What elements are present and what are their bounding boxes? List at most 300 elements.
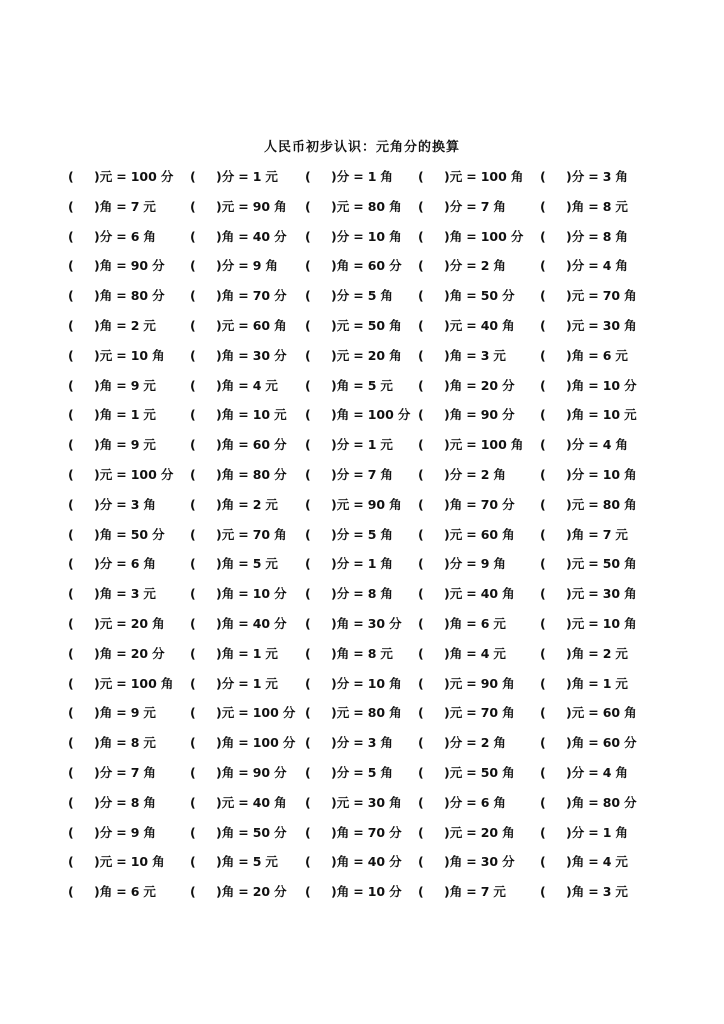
answer-blank-close: ) bbox=[216, 586, 222, 602]
answer-blank-open[interactable]: ( bbox=[68, 675, 74, 691]
given-amount: 9 bbox=[130, 437, 140, 453]
exercise-item bbox=[190, 377, 278, 395]
unknown-unit: 分 bbox=[449, 556, 463, 572]
given-amount: 2 bbox=[480, 735, 490, 751]
given-unit: 元 bbox=[615, 526, 628, 542]
given-amount: 70 bbox=[480, 705, 499, 721]
answer-blank-open[interactable]: ( bbox=[190, 556, 196, 572]
unknown-unit: 角 bbox=[336, 824, 350, 840]
given-unit: 角 bbox=[380, 764, 393, 780]
answer-blank-open[interactable]: ( bbox=[540, 794, 546, 810]
equals-sign: = bbox=[116, 288, 127, 304]
answer-blank-open[interactable]: ( bbox=[418, 317, 424, 333]
given-unit: 分 bbox=[389, 854, 402, 870]
answer-blank-open[interactable]: ( bbox=[190, 407, 196, 423]
answer-blank-open[interactable]: ( bbox=[418, 854, 424, 870]
answer-blank-open[interactable]: ( bbox=[68, 884, 74, 900]
equals-sign: = bbox=[466, 794, 477, 810]
answer-blank-open[interactable]: ( bbox=[418, 675, 424, 691]
exercise-item bbox=[68, 853, 165, 871]
unknown-unit: 角 bbox=[221, 347, 235, 363]
answer-blank-open[interactable]: ( bbox=[305, 317, 311, 333]
answer-blank-open[interactable]: ( bbox=[305, 675, 311, 691]
answer-blank-close: ) bbox=[331, 854, 337, 870]
answer-blank-open[interactable]: ( bbox=[68, 228, 74, 244]
equals-sign: = bbox=[238, 615, 249, 631]
answer-blank-open[interactable]: ( bbox=[68, 466, 74, 482]
exercise-item bbox=[540, 585, 637, 603]
exercise-row bbox=[0, 494, 724, 524]
answer-blank-open[interactable]: ( bbox=[68, 526, 74, 542]
unknown-unit: 角 bbox=[449, 288, 463, 304]
answer-blank-open[interactable]: ( bbox=[540, 198, 546, 214]
answer-blank-open[interactable]: ( bbox=[540, 377, 546, 393]
unknown-unit: 元 bbox=[449, 526, 463, 542]
answer-blank-close: ) bbox=[94, 586, 100, 602]
equals-sign: = bbox=[353, 258, 364, 274]
answer-blank-open[interactable]: ( bbox=[540, 675, 546, 691]
answer-blank-open[interactable]: ( bbox=[418, 228, 424, 244]
answer-blank-open[interactable]: ( bbox=[418, 407, 424, 423]
given-amount: 7 bbox=[367, 466, 377, 482]
answer-blank-open[interactable]: ( bbox=[540, 347, 546, 363]
given-unit: 分 bbox=[152, 288, 165, 304]
given-amount: 10 bbox=[130, 854, 149, 870]
exercise-item bbox=[190, 615, 287, 633]
answer-blank-open[interactable]: ( bbox=[418, 735, 424, 751]
answer-blank-open[interactable]: ( bbox=[418, 615, 424, 631]
answer-blank-close: ) bbox=[216, 615, 222, 631]
exercise-item bbox=[190, 317, 287, 335]
equals-sign: = bbox=[353, 288, 364, 304]
answer-blank-open[interactable]: ( bbox=[540, 884, 546, 900]
unknown-unit: 角 bbox=[571, 377, 585, 393]
answer-blank-open[interactable]: ( bbox=[418, 198, 424, 214]
answer-blank-open[interactable]: ( bbox=[190, 437, 196, 453]
answer-blank-open[interactable]: ( bbox=[418, 288, 424, 304]
answer-blank-open[interactable]: ( bbox=[418, 884, 424, 900]
answer-blank-open[interactable]: ( bbox=[418, 347, 424, 363]
unknown-unit: 元 bbox=[336, 496, 350, 512]
answer-blank-open[interactable]: ( bbox=[305, 258, 311, 274]
answer-blank-open[interactable]: ( bbox=[68, 407, 74, 423]
unknown-unit: 角 bbox=[221, 377, 235, 393]
given-unit: 角 bbox=[493, 198, 506, 214]
exercise-item bbox=[190, 406, 287, 424]
exercise-item bbox=[418, 764, 515, 782]
given-unit: 分 bbox=[502, 288, 515, 304]
answer-blank-open[interactable]: ( bbox=[305, 645, 311, 661]
answer-blank-open[interactable]: ( bbox=[68, 615, 74, 631]
answer-blank-open[interactable]: ( bbox=[540, 317, 546, 333]
answer-blank-open[interactable]: ( bbox=[68, 347, 74, 363]
answer-blank-open[interactable]: ( bbox=[540, 169, 546, 184]
answer-blank-open[interactable]: ( bbox=[190, 198, 196, 214]
answer-blank-open[interactable]: ( bbox=[418, 258, 424, 274]
answer-blank-close: ) bbox=[566, 258, 572, 274]
answer-blank-open[interactable]: ( bbox=[68, 198, 74, 214]
answer-blank-close: ) bbox=[94, 556, 100, 572]
answer-blank-close: ) bbox=[566, 496, 572, 512]
given-amount: 4 bbox=[602, 854, 612, 870]
given-amount: 90 bbox=[252, 198, 271, 214]
answer-blank-open[interactable]: ( bbox=[68, 824, 74, 840]
answer-blank-open[interactable]: ( bbox=[540, 466, 546, 482]
answer-blank-open[interactable]: ( bbox=[305, 556, 311, 572]
given-amount: 1 bbox=[252, 645, 262, 661]
given-amount: 40 bbox=[480, 586, 499, 602]
answer-blank-open[interactable]: ( bbox=[418, 586, 424, 602]
answer-blank-open[interactable]: ( bbox=[68, 764, 74, 780]
answer-blank-open[interactable]: ( bbox=[305, 437, 311, 453]
unknown-unit: 元 bbox=[571, 496, 585, 512]
answer-blank-open[interactable]: ( bbox=[418, 437, 424, 453]
answer-blank-close: ) bbox=[94, 407, 100, 423]
answer-blank-close: ) bbox=[331, 675, 337, 691]
equals-sign: = bbox=[588, 675, 599, 691]
answer-blank-open[interactable]: ( bbox=[305, 615, 311, 631]
exercise-item bbox=[418, 198, 506, 216]
equals-sign: = bbox=[466, 496, 477, 512]
answer-blank-open[interactable]: ( bbox=[418, 169, 424, 184]
equals-sign: = bbox=[116, 735, 127, 751]
given-amount: 6 bbox=[480, 794, 490, 810]
unknown-unit: 元 bbox=[99, 169, 113, 184]
answer-blank-close: ) bbox=[331, 645, 337, 661]
answer-blank-open[interactable]: ( bbox=[190, 526, 196, 542]
given-amount: 3 bbox=[130, 496, 140, 512]
answer-blank-open[interactable]: ( bbox=[68, 496, 74, 512]
given-amount: 9 bbox=[480, 556, 490, 572]
equals-sign: = bbox=[353, 884, 364, 900]
answer-blank-open[interactable]: ( bbox=[190, 258, 196, 274]
answer-blank-open[interactable]: ( bbox=[418, 556, 424, 572]
unknown-unit: 分 bbox=[449, 258, 463, 274]
given-amount: 10 bbox=[602, 377, 621, 393]
answer-blank-close: ) bbox=[331, 198, 337, 214]
given-amount: 6 bbox=[602, 347, 612, 363]
answer-blank-open[interactable]: ( bbox=[68, 705, 74, 721]
answer-blank-open[interactable]: ( bbox=[418, 824, 424, 840]
answer-blank-open[interactable]: ( bbox=[540, 258, 546, 274]
exercise-item bbox=[540, 794, 637, 812]
unknown-unit: 元 bbox=[571, 556, 585, 572]
given-unit: 元 bbox=[493, 884, 506, 900]
exercise-item bbox=[418, 377, 515, 395]
answer-blank-close: ) bbox=[444, 645, 450, 661]
answer-blank-open[interactable]: ( bbox=[190, 854, 196, 870]
answer-blank-close: ) bbox=[216, 794, 222, 810]
answer-blank-close: ) bbox=[444, 377, 450, 393]
equals-sign: = bbox=[353, 675, 364, 691]
exercise-item bbox=[305, 347, 402, 365]
answer-blank-open[interactable]: ( bbox=[540, 288, 546, 304]
unknown-unit: 分 bbox=[99, 556, 113, 572]
given-amount: 10 bbox=[367, 675, 386, 691]
equals-sign: = bbox=[116, 317, 127, 333]
exercise-item bbox=[305, 257, 402, 275]
exercise-item bbox=[305, 228, 402, 246]
given-unit: 角 bbox=[389, 347, 402, 363]
answer-blank-open[interactable]: ( bbox=[190, 615, 196, 631]
answer-blank-open[interactable]: ( bbox=[305, 496, 311, 512]
answer-blank-open[interactable]: ( bbox=[190, 645, 196, 661]
given-amount: 1 bbox=[252, 675, 262, 691]
answer-blank-open[interactable]: ( bbox=[305, 764, 311, 780]
answer-blank-open[interactable]: ( bbox=[305, 169, 311, 184]
exercise-item bbox=[305, 526, 393, 544]
given-unit: 角 bbox=[380, 169, 393, 184]
given-unit: 元 bbox=[143, 377, 156, 393]
answer-blank-open[interactable]: ( bbox=[68, 258, 74, 274]
answer-blank-open[interactable]: ( bbox=[68, 794, 74, 810]
answer-blank-open[interactable]: ( bbox=[418, 526, 424, 542]
answer-blank-open[interactable]: ( bbox=[190, 705, 196, 721]
given-unit: 元 bbox=[615, 854, 628, 870]
given-unit: 分 bbox=[282, 735, 296, 751]
answer-blank-open[interactable]: ( bbox=[305, 288, 311, 304]
exercise-item bbox=[305, 436, 393, 454]
equals-sign: = bbox=[466, 169, 477, 184]
answer-blank-open[interactable]: ( bbox=[540, 645, 546, 661]
given-unit: 分 bbox=[274, 228, 287, 244]
given-amount: 3 bbox=[480, 347, 490, 363]
exercise-item bbox=[540, 496, 637, 514]
exercise-item bbox=[418, 228, 523, 246]
answer-blank-open[interactable]: ( bbox=[68, 437, 74, 453]
given-unit: 角 bbox=[274, 317, 287, 333]
unknown-unit: 角 bbox=[571, 794, 585, 810]
answer-blank-open[interactable]: ( bbox=[305, 198, 311, 214]
answer-blank-open[interactable]: ( bbox=[190, 496, 196, 512]
equals-sign: = bbox=[238, 764, 249, 780]
equals-sign: = bbox=[238, 198, 249, 214]
answer-blank-open[interactable]: ( bbox=[68, 854, 74, 870]
unknown-unit: 角 bbox=[449, 228, 463, 244]
answer-blank-open[interactable]: ( bbox=[68, 645, 74, 661]
equals-sign: = bbox=[238, 258, 249, 274]
unknown-unit: 元 bbox=[449, 317, 463, 333]
answer-blank-open[interactable]: ( bbox=[540, 586, 546, 602]
unknown-unit: 分 bbox=[336, 556, 350, 572]
unknown-unit: 元 bbox=[99, 466, 113, 482]
answer-blank-open[interactable]: ( bbox=[305, 228, 311, 244]
unknown-unit: 分 bbox=[221, 675, 235, 691]
answer-blank-open[interactable]: ( bbox=[190, 824, 196, 840]
answer-blank-open[interactable]: ( bbox=[190, 317, 196, 333]
exercise-item bbox=[190, 853, 278, 871]
answer-blank-open[interactable]: ( bbox=[418, 466, 424, 482]
given-amount: 80 bbox=[367, 198, 386, 214]
answer-blank-close: ) bbox=[566, 615, 572, 631]
given-unit: 角 bbox=[502, 824, 515, 840]
given-unit: 元 bbox=[493, 615, 506, 631]
answer-blank-open[interactable]: ( bbox=[418, 645, 424, 661]
answer-blank-open[interactable]: ( bbox=[305, 526, 311, 542]
given-amount: 10 bbox=[602, 407, 621, 423]
answer-blank-open[interactable]: ( bbox=[540, 705, 546, 721]
answer-blank-open[interactable]: ( bbox=[190, 228, 196, 244]
answer-blank-open[interactable]: ( bbox=[418, 377, 424, 393]
answer-blank-close: ) bbox=[94, 675, 100, 691]
unknown-unit: 分 bbox=[336, 735, 350, 751]
answer-blank-open[interactable]: ( bbox=[305, 854, 311, 870]
answer-blank-open[interactable]: ( bbox=[190, 377, 196, 393]
answer-blank-open[interactable]: ( bbox=[305, 705, 311, 721]
answer-blank-close: ) bbox=[566, 526, 572, 542]
answer-blank-open[interactable]: ( bbox=[190, 288, 196, 304]
answer-blank-close: ) bbox=[331, 496, 337, 512]
equals-sign: = bbox=[588, 884, 599, 900]
equals-sign: = bbox=[116, 854, 127, 870]
answer-blank-open[interactable]: ( bbox=[68, 288, 74, 304]
answer-blank-open[interactable]: ( bbox=[68, 169, 74, 184]
exercise-item bbox=[68, 436, 156, 454]
exercise-item bbox=[540, 168, 628, 186]
answer-blank-open[interactable]: ( bbox=[305, 407, 311, 423]
answer-blank-open[interactable]: ( bbox=[540, 824, 546, 840]
answer-blank-open[interactable]: ( bbox=[540, 228, 546, 244]
answer-blank-open[interactable]: ( bbox=[190, 586, 196, 602]
answer-blank-open[interactable]: ( bbox=[540, 735, 546, 751]
exercise-row bbox=[0, 345, 724, 375]
answer-blank-open[interactable]: ( bbox=[418, 496, 424, 512]
equals-sign: = bbox=[116, 466, 127, 482]
unknown-unit: 元 bbox=[336, 794, 350, 810]
equals-sign: = bbox=[116, 764, 127, 780]
answer-blank-open[interactable]: ( bbox=[68, 556, 74, 572]
unknown-unit: 角 bbox=[336, 884, 350, 900]
equals-sign: = bbox=[466, 437, 477, 453]
answer-blank-open[interactable]: ( bbox=[190, 794, 196, 810]
given-amount: 70 bbox=[252, 288, 271, 304]
exercise-item bbox=[418, 436, 523, 454]
exercise-item bbox=[418, 704, 515, 722]
equals-sign: = bbox=[588, 764, 599, 780]
answer-blank-open[interactable]: ( bbox=[540, 764, 546, 780]
answer-blank-open[interactable]: ( bbox=[305, 347, 311, 363]
answer-blank-open[interactable]: ( bbox=[305, 824, 311, 840]
exercise-item bbox=[190, 436, 287, 454]
given-unit: 角 bbox=[143, 228, 156, 244]
answer-blank-close: ) bbox=[94, 824, 100, 840]
answer-blank-open[interactable]: ( bbox=[305, 735, 311, 751]
exercise-row bbox=[0, 762, 724, 792]
given-amount: 2 bbox=[602, 645, 612, 661]
unknown-unit: 角 bbox=[336, 615, 350, 631]
answer-blank-open[interactable]: ( bbox=[418, 764, 424, 780]
answer-blank-open[interactable]: ( bbox=[540, 615, 546, 631]
exercise-item bbox=[68, 228, 156, 246]
given-unit: 元 bbox=[380, 437, 393, 453]
answer-blank-open[interactable]: ( bbox=[305, 377, 311, 393]
given-unit: 分 bbox=[624, 377, 637, 393]
answer-blank-close: ) bbox=[566, 675, 572, 691]
answer-blank-open[interactable]: ( bbox=[68, 317, 74, 333]
answer-blank-close: ) bbox=[444, 675, 450, 691]
answer-blank-open[interactable]: ( bbox=[305, 794, 311, 810]
exercise-item bbox=[305, 406, 410, 424]
equals-sign: = bbox=[116, 169, 127, 184]
unknown-unit: 分 bbox=[99, 794, 113, 810]
answer-blank-open[interactable]: ( bbox=[190, 347, 196, 363]
answer-blank-close: ) bbox=[94, 496, 100, 512]
given-unit: 分 bbox=[510, 228, 524, 244]
unknown-unit: 分 bbox=[99, 496, 113, 512]
given-unit: 角 bbox=[615, 169, 628, 184]
answer-blank-open[interactable]: ( bbox=[190, 675, 196, 691]
answer-blank-open[interactable]: ( bbox=[190, 169, 196, 184]
unknown-unit: 角 bbox=[571, 735, 585, 751]
given-unit: 元 bbox=[143, 317, 156, 333]
equals-sign: = bbox=[588, 228, 599, 244]
answer-blank-close: ) bbox=[444, 735, 450, 751]
given-unit: 分 bbox=[389, 258, 402, 274]
exercise-item bbox=[418, 794, 506, 812]
answer-blank-open[interactable]: ( bbox=[540, 526, 546, 542]
answer-blank-open[interactable]: ( bbox=[305, 586, 311, 602]
answer-blank-open[interactable]: ( bbox=[540, 437, 546, 453]
equals-sign: = bbox=[238, 854, 249, 870]
answer-blank-close: ) bbox=[444, 794, 450, 810]
given-amount: 50 bbox=[480, 288, 499, 304]
answer-blank-open[interactable]: ( bbox=[68, 735, 74, 751]
worksheet-title: 人民币初步认识：元角分的换算 bbox=[263, 140, 460, 155]
answer-blank-open[interactable]: ( bbox=[540, 854, 546, 870]
exercise-item bbox=[190, 496, 278, 514]
answer-blank-open[interactable]: ( bbox=[190, 764, 196, 780]
given-unit: 元 bbox=[265, 496, 278, 512]
answer-blank-close: ) bbox=[216, 347, 222, 363]
answer-blank-close: ) bbox=[216, 735, 222, 751]
equals-sign: = bbox=[238, 407, 249, 423]
given-amount: 100 bbox=[367, 407, 394, 423]
given-amount: 30 bbox=[367, 615, 386, 631]
equals-sign: = bbox=[238, 556, 249, 572]
answer-blank-open[interactable]: ( bbox=[540, 407, 546, 423]
given-unit: 分 bbox=[152, 645, 165, 661]
given-unit: 元 bbox=[274, 407, 287, 423]
answer-blank-open[interactable]: ( bbox=[190, 466, 196, 482]
answer-blank-open[interactable]: ( bbox=[540, 496, 546, 512]
answer-blank-open[interactable]: ( bbox=[540, 556, 546, 572]
unknown-unit: 分 bbox=[99, 764, 113, 780]
given-unit: 角 bbox=[380, 466, 393, 482]
answer-blank-open[interactable]: ( bbox=[418, 705, 424, 721]
answer-blank-open[interactable]: ( bbox=[190, 884, 196, 900]
answer-blank-open[interactable]: ( bbox=[418, 794, 424, 810]
given-unit: 分 bbox=[274, 466, 287, 482]
given-unit: 角 bbox=[624, 288, 637, 304]
exercise-item bbox=[305, 883, 402, 901]
given-amount: 9 bbox=[252, 258, 262, 274]
answer-blank-close: ) bbox=[216, 228, 222, 244]
given-amount: 2 bbox=[252, 496, 262, 512]
unknown-unit: 角 bbox=[449, 377, 463, 393]
answer-blank-open[interactable]: ( bbox=[190, 735, 196, 751]
unknown-unit: 角 bbox=[449, 407, 463, 423]
answer-blank-open[interactable]: ( bbox=[305, 466, 311, 482]
answer-blank-close: ) bbox=[331, 794, 337, 810]
answer-blank-close: ) bbox=[331, 466, 337, 482]
exercise-item bbox=[418, 555, 506, 573]
given-unit: 元 bbox=[143, 407, 156, 423]
given-unit: 元 bbox=[615, 884, 628, 900]
unknown-unit: 分 bbox=[99, 228, 113, 244]
answer-blank-open[interactable]: ( bbox=[305, 884, 311, 900]
answer-blank-open[interactable]: ( bbox=[68, 586, 74, 602]
answer-blank-open[interactable]: ( bbox=[68, 377, 74, 393]
